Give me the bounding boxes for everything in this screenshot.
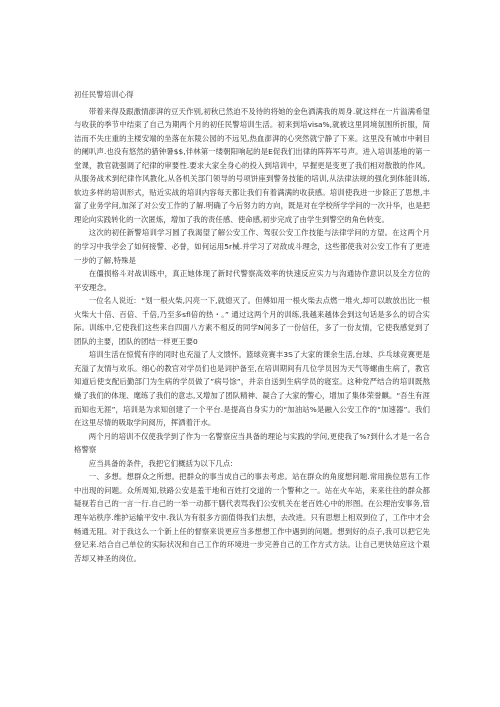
paragraph-7: 应当具备的条件，我把它们概括为以下几点: [88, 458, 233, 468]
paragraph-8: 一、多想。想群众之所想。把群众的事当成自己的事去考虑。站在群众的角度想问题.常用换位思有工作中出现的问题。众所周知,铁路公安是羞干地和百姓打交道的一个警种之一。站在火车站，来来往往的群众都疑视若自己的一言一行.自己的一举一动都干膳代表骂我们公安机关在老百姓心中的形图。在公理治安事务,管理车站秩序.维护运输平安中.我认为有很多方面值得我们去想，去改进。只有思想上相双到位了，工作中才会畅通无阻。对于我这么一个新上任的督察来说更应当多想想工作中遇到的问题。想到好的点子,我可以把它先登记来.结合自己单位的实际状况和自己工作的环境进一步完善自己的工作方式方法。让自己更快姑应这个艰苦却又神圣的岗位。 [74, 472, 430, 563]
paragraph-3: 在僵损格斗对战训练中，真正她体现了新时代警察高效率的快速反应实力与沟通协作意识以及全方位的平安理念。 [74, 269, 430, 292]
document-title: 初任民警培训心得 [74, 90, 134, 99]
paragraph-5: 培训生活在惊慌有序的同时也充溢了人文馈怀。篮球竞赛丰3S了大家的课余生活,台球、乒乓球竞赛更是充溢了友情与欢乐。细心的教官对学员们也是词护备至,在培训期间有几位学员因为天气等螺曲生病了，教官知道后使支配后勤部门为生病的学员做了”病号馀”，并亲自送到生病学员的寝室。这种党严结合的培训既熬燥了我们的体现、麾练了我们的意志,又增加了团队精神、凝合了大家的警心，增加了集体荣誉麒。“吾生有涯而知也无涯”，培训是为求知创建了一个平台.是提高自身实力的“加油站%是融入公安工作的“加速器”。我们在这里尽情的吸取学问阅历，挥洒着汗水。 [74, 350, 430, 428]
paragraph-6: 两个月的培训不仅使我学到了作为一名警察应当具备的理论与实践的学问,更使我了%?到什么才是一名合格警察 [74, 431, 430, 455]
paragraph-4: 一位名人说近: “划一根火柴,闪亮一下,就熄灭了。但傅如用一根火柴去点燃一堆火,却可以敢放出比一根火柴大十倍、百倍、千倍,乃至多sfl倍的热・。” 通过这两个月的训练,我越来越体会到这句话是多么的切合实际。训练中,它使我们这些来自四面八方素不相反的同学N间多了一份信任，多了一份友情，它使我感觉到了团队的主要，团队的团结一样更王要0 [74, 296, 430, 346]
paragraph-2: 这次的初任新警培训学习圆了我渴望了解公安工作、驾驭公安工作技能与法律学问的方望。在这两个月的学习中我学会了如何接警、必誉，如何运用5r械.并学习了对敌成斗理念，这些都使我对公安工作有了更进一步的了解,特殊是 [74, 228, 430, 265]
paragraph-1: 带着来得及跟激情澎湃的豆天作别,初秋已然迫不及待的将她的金色洒满我的周身.就这样在一片溢满希望与收获的季节中结束了自己为期两个月的初任民警培训生活。初来到培visa%,就被这里同境氛围所折服，简洁而不失庄重的主楼安端的坐落在东陵公园的不远见,热血澎湃的心突然就宁静了下来。这里没有城市中刺目的阑叭声.也没有悠然的猎钟暑$$,伴林第一缕朝阳响起的是E促我们出律的阵阵军号声。进入培训基地的第一堂课，教官就强调了纪律的审要性.要求大家全身心的投入到培训中，早握更是变更了我们相对散散的作风。从服务战术到纪律作风教化,从各机关部门领导的号项饼座到警务技能的培训,从法律法规的强化到体能训练,软边多样的培训形式，贴近实战的培训内容每天都让我们有着满满的收获感。培训使我进一步除正了思想,丰富了业务学问,加深了对公安工作的了解.明确了今后努力的方向，既是对在学校所学学问的一次升华，也是把理论向实践转化的一次匿炼，增加了我的责任感、使命感,初步完成了由学生到警空的角色转变。 [74, 106, 430, 224]
document-page [74, 88, 430, 565]
